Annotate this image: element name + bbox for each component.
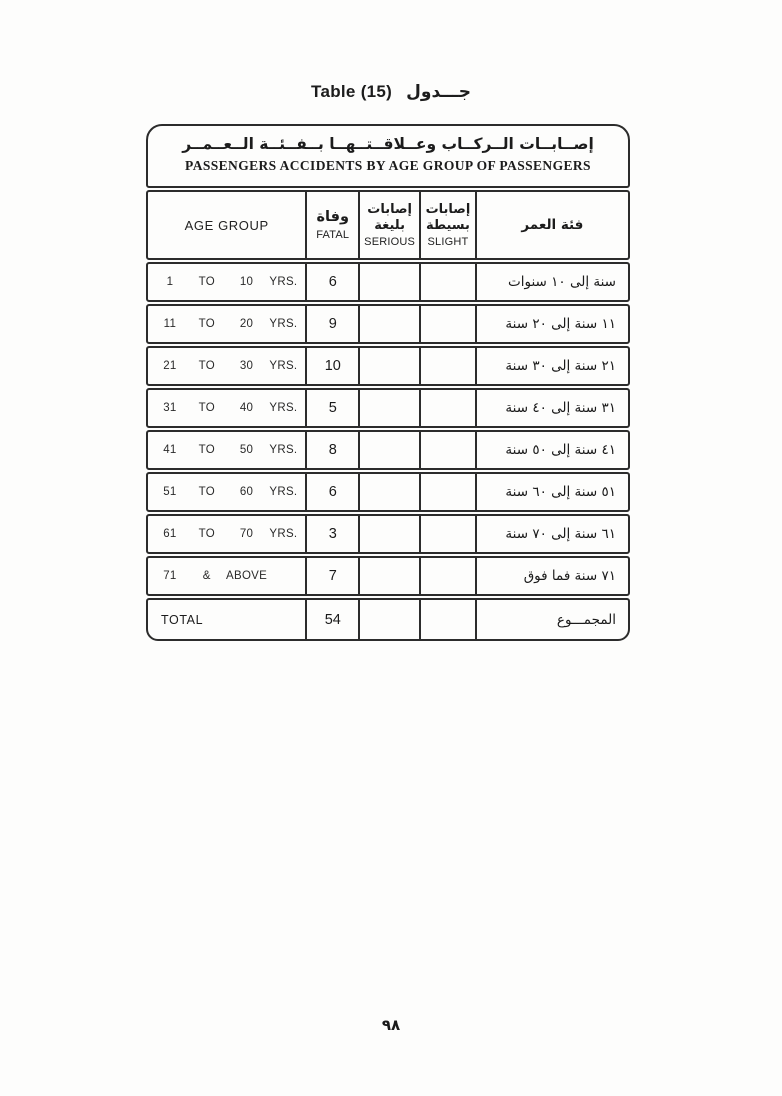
cell-total-label: TOTAL (148, 600, 307, 639)
age-from: 51 (163, 486, 177, 498)
age-from: 31 (163, 402, 177, 414)
table-caption-arabic: إصــابــات الــركــاب وعــلاقــتــهــا بــفــئــة الــعــمــر (182, 135, 594, 153)
serious-label-arabic-line2: بليغة (374, 217, 405, 233)
age-above-word: ABOVE (226, 570, 268, 582)
cell-serious-count (360, 432, 421, 468)
cell-serious-count (360, 390, 421, 426)
serious-label-arabic-line1: إصابات (367, 201, 412, 217)
table-row (146, 388, 630, 428)
cell-age-range-arabic: ١١ سنة إلى ٢٠ سنة (505, 316, 616, 332)
age-unit: YRS. (269, 360, 298, 372)
cell-serious-count (360, 516, 421, 552)
table-number-label-arabic: جـــدول (406, 82, 471, 102)
table-row (146, 304, 630, 344)
cell-slight-count (421, 348, 477, 384)
cell-fatal-count: 6 (307, 264, 360, 300)
age-unit: YRS. (269, 528, 298, 540)
cell-age-range-arabic: ٧١ سنة فما فوق (523, 568, 616, 584)
age-unit: YRS. (269, 276, 298, 288)
cell-total-serious-count (360, 600, 421, 639)
age-to: 10 (239, 276, 254, 288)
cell-serious-count (360, 474, 421, 510)
table-number-label: Table (15) (311, 82, 393, 101)
age-to-word: TO (198, 318, 215, 330)
age-to-word: TO (198, 402, 215, 414)
age-unit: YRS. (269, 318, 298, 330)
cell-age-range (148, 558, 307, 594)
page-number: ٩٨ (381, 1016, 401, 1034)
table-row (146, 262, 630, 302)
cell-fatal-count: 6 (307, 474, 360, 510)
column-header-serious (360, 192, 421, 258)
cell-slight-count (421, 390, 477, 426)
cell-age-range (148, 390, 307, 426)
cell-fatal-count: 9 (307, 306, 360, 342)
cell-fatal-count: 8 (307, 432, 360, 468)
age-from: 61 (163, 528, 177, 540)
table-total-row (146, 598, 630, 641)
cell-fatal-count: 3 (307, 516, 360, 552)
age-to-word: TO (198, 276, 215, 288)
cell-age-range-arabic: سنة إلى ١٠ سنوات (508, 274, 616, 290)
slight-label-english: SLIGHT (427, 236, 469, 249)
age-unit: YRS. (269, 444, 298, 456)
table-caption-english: PASSENGERS ACCIDENTS BY AGE GROUP OF PASSENGERS (185, 158, 591, 173)
cell-age-range-arabic: ٣١ سنة إلى ٤٠ سنة (505, 400, 616, 416)
cell-age-range (148, 348, 307, 384)
column-header-slight (421, 192, 477, 258)
passengers-accidents-table (146, 124, 630, 643)
age-unit: YRS. (269, 486, 298, 498)
cell-age-range (148, 516, 307, 552)
cell-serious-count (360, 348, 421, 384)
age-to-word: TO (198, 486, 215, 498)
cell-age-range (148, 432, 307, 468)
cell-serious-count (360, 264, 421, 300)
age-to: 50 (239, 444, 254, 456)
age-from: 71 (163, 570, 177, 582)
age-from: 1 (166, 276, 174, 288)
cell-serious-count (360, 306, 421, 342)
cell-fatal-count: 7 (307, 558, 360, 594)
age-to-word: TO (198, 528, 215, 540)
cell-age-range-arabic: ٢١ سنة إلى ٣٠ سنة (505, 358, 616, 374)
column-header-age-group-arabic: فئة العمر (521, 217, 584, 233)
age-to: 60 (239, 486, 254, 498)
table-row (146, 346, 630, 386)
age-to: 40 (239, 402, 254, 414)
cell-total-label-arabic: المجمـــوع (556, 611, 616, 628)
column-header-fatal (307, 192, 360, 258)
age-from: 21 (163, 360, 177, 372)
cell-slight-count (421, 432, 477, 468)
cell-total-slight-count (421, 600, 477, 639)
age-unit: YRS. (269, 402, 298, 414)
cell-slight-count (421, 306, 477, 342)
column-header-age-group: AGE GROUP (148, 192, 307, 258)
table-header-row (146, 190, 630, 260)
age-to: 30 (239, 360, 254, 372)
slight-label-arabic-line2: بسيطة (425, 217, 470, 233)
cell-total-fatal-count: 54 (307, 600, 360, 639)
cell-age-range (148, 474, 307, 510)
serious-label-english: SERIOUS (364, 236, 416, 249)
cell-age-range (148, 306, 307, 342)
fatal-label-arabic: وفاة (316, 208, 350, 225)
cell-slight-count (421, 474, 477, 510)
table-caption (146, 124, 630, 188)
cell-fatal-count: 5 (307, 390, 360, 426)
table-row (146, 472, 630, 512)
age-to-word: TO (198, 444, 215, 456)
cell-age-range-arabic: ٥١ سنة إلى ٦٠ سنة (505, 484, 616, 500)
fatal-label-english: FATAL (316, 229, 350, 242)
age-and-symbol: & (202, 570, 211, 582)
age-to-word: TO (198, 360, 215, 372)
cell-age-range (148, 264, 307, 300)
slight-label-arabic-line1: إصابات (425, 201, 471, 217)
age-to: 20 (239, 318, 254, 330)
table-row (146, 514, 630, 554)
cell-serious-count (360, 558, 421, 594)
age-to: 70 (239, 528, 254, 540)
age-from: 11 (163, 318, 177, 330)
cell-slight-count (421, 516, 477, 552)
cell-age-range-arabic: ٦١ سنة إلى ٧٠ سنة (505, 526, 616, 542)
cell-fatal-count: 10 (307, 348, 360, 384)
table-row (146, 556, 630, 596)
cell-slight-count (421, 558, 477, 594)
cell-age-range-arabic: ٤١ سنة إلى ٥٠ سنة (505, 442, 616, 458)
cell-slight-count (421, 264, 477, 300)
page-title (0, 82, 782, 102)
table-row (146, 430, 630, 470)
age-from: 41 (163, 444, 177, 456)
